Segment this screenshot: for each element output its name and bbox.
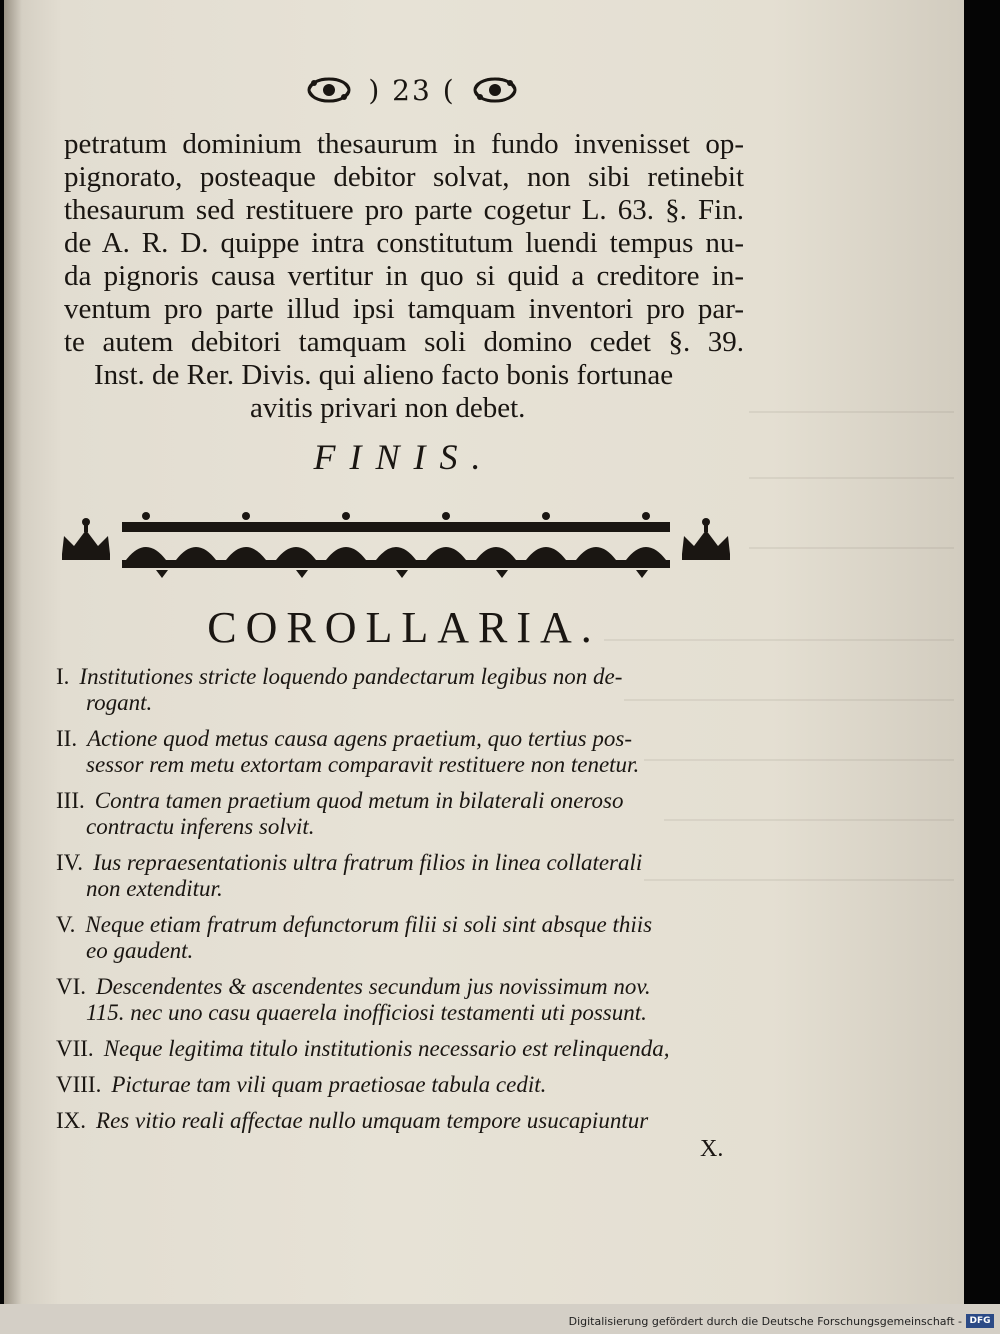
item-number: IV. [56,850,84,875]
page-number: ) 23 ( [368,73,456,107]
item-continuation: rogant. [86,690,153,715]
list-item [56,912,746,964]
paragraph-line: te autem debitori tamquam soli domino cedet §. 39. [64,326,744,358]
item-number: IX. [56,1108,87,1133]
corollaria-heading: COROLLARIA. [207,603,601,652]
list-item [56,850,746,902]
paragraph-line: petratum dominium thesaurum in fundo invenisset op- [64,128,744,160]
item-number: V. [56,912,76,937]
paragraph-line: avitis privari non debet. [250,392,526,424]
list-item [56,788,746,840]
item-text: Picturae tam vili quam praetiosae tabula cedit. [111,1072,547,1097]
ornament-left-icon [304,73,354,107]
item-number: I. [56,664,70,689]
paragraph-line: da pignoris causa vertitur in quo si quid a creditore in- [64,260,744,292]
list-item [56,664,746,716]
paragraph-line: pignorato, posteaque debitor solvat, non sibi retinebit [64,161,744,193]
page-header [272,68,552,112]
decorative-band [56,508,736,578]
finis-heading: FINIS. [313,437,495,477]
item-number: VI. [56,974,87,999]
item-continuation: 115. nec uno casu quaerela inofficiosi testamenti uti possunt. [86,1000,647,1025]
list-item [56,1036,746,1062]
list-item [56,1072,746,1098]
crown-right-icon [682,518,730,560]
item-text: Ius repraesentationis ultra fratrum filios in linea collaterali [93,850,643,875]
floral-band-icon [122,512,670,578]
paragraph-line: Inst. de Rer. Divis. qui alieno facto bonis fortunae [94,359,674,391]
paragraph-line: thesaurum sed restituere pro parte cogetur L. 63. §. Fin. [64,194,744,226]
item-text: Contra tamen praetium quod metum in bilaterali oneroso [94,788,624,813]
item-continuation: sessor rem metu extortam comparavit restituere non tenetur. [86,752,640,777]
footer-credit: Digitalisierung gefördert durch die Deutsche Forschungsgemeinschaft - [568,1315,962,1328]
dfg-logo-icon: DFG [966,1314,994,1328]
crown-left-icon [62,518,110,560]
item-text: Descendentes & ascendentes secundum jus novissimum nov. [96,974,651,999]
item-number: III. [56,788,85,813]
item-text: Res vitio reali affectae nullo umquam tempore usucapiuntur [96,1108,649,1133]
paragraph-line: de A. R. D. quippe intra constitutum luendi tempus nu- [64,227,744,259]
list-item [56,726,746,778]
item-text: Neque etiam fratrum defunctorum filii si soli sint absque thiis [85,912,653,937]
corollaria-list [56,664,746,1144]
item-text: Neque legitima titulo institutionis necessario est relinquenda, [103,1036,670,1061]
item-continuation: non extenditur. [86,876,223,901]
list-item [56,1108,746,1134]
item-continuation: contractu inferens solvit. [86,814,315,839]
catchword: X. [700,1136,724,1162]
item-continuation: eo gaudent. [86,938,194,963]
ornament-right-icon [470,73,520,107]
item-number: II. [56,726,78,751]
item-number: VIII. [56,1072,102,1097]
item-text: Actione quod metus causa agens praetium, quo tertius pos- [87,726,632,751]
item-number: VII. [56,1036,94,1061]
main-paragraph [64,128,744,425]
item-text: Institutiones stricte loquendo pandectarum legibus non de- [79,664,623,689]
book-page [4,0,964,1304]
paragraph-line: ventum pro parte illud ipsi tamquam inventori pro par- [64,293,744,325]
list-item [56,974,746,1026]
